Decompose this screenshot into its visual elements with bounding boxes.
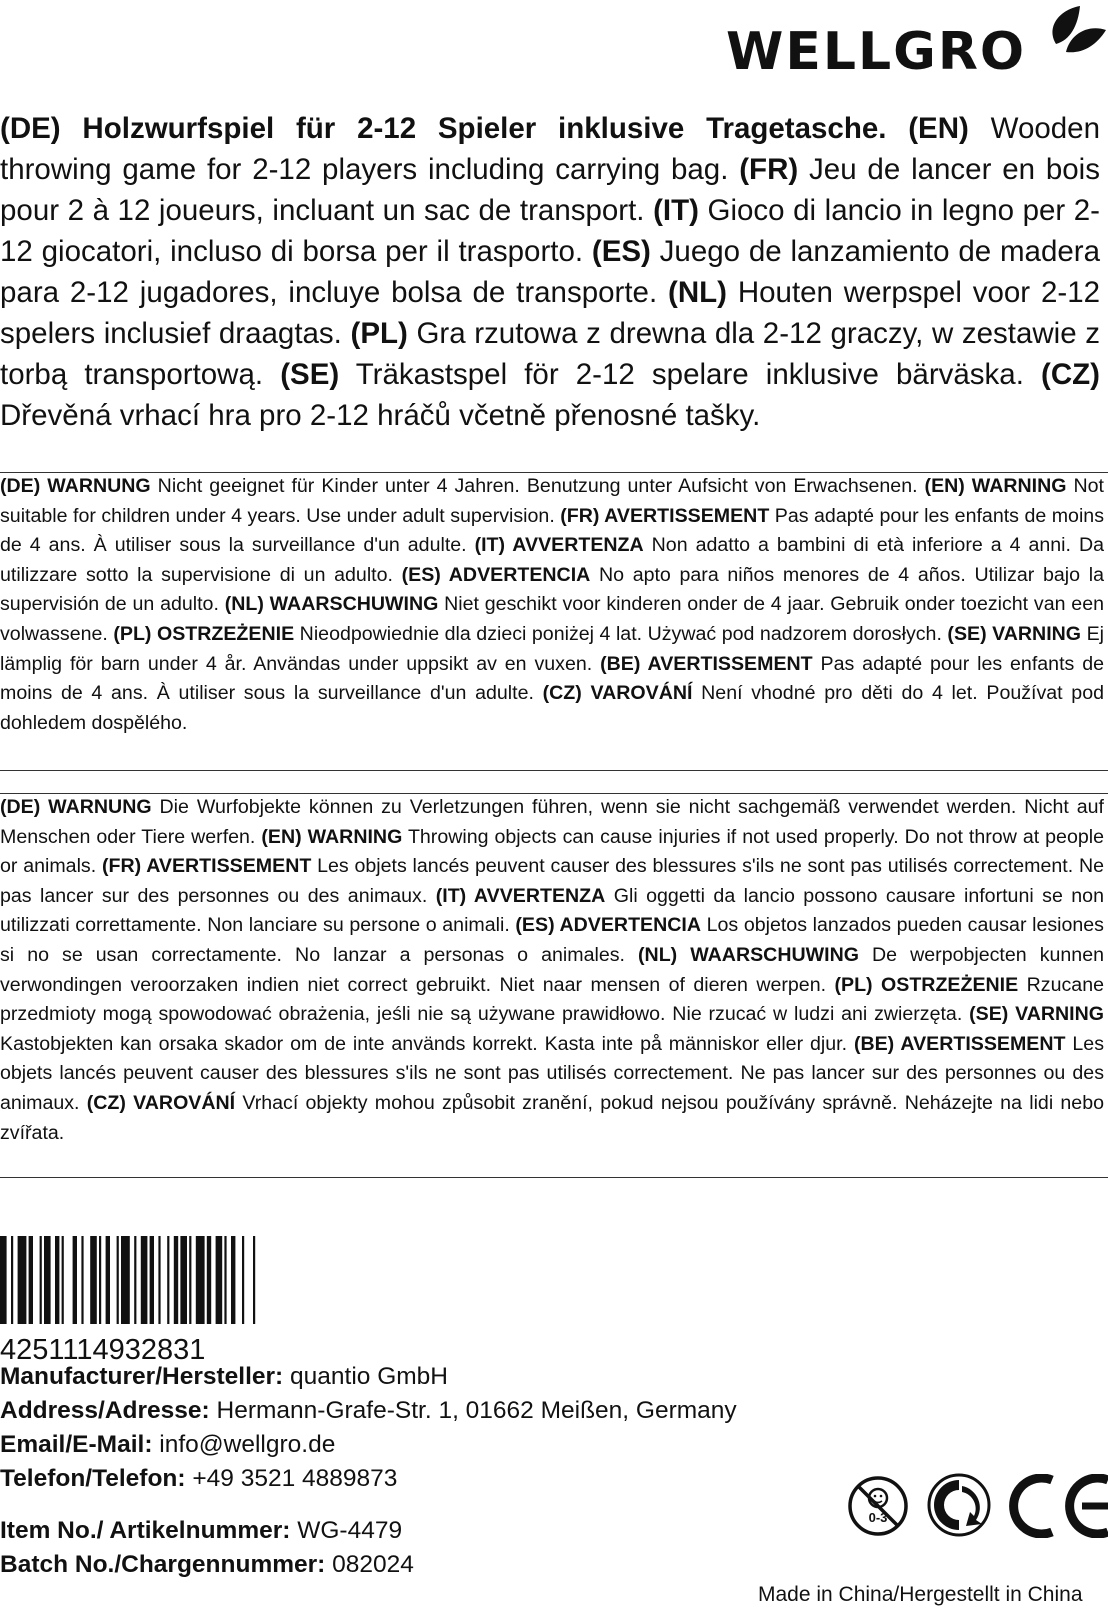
- language-text: Non adatto a bambini di età inferiore a 4 anni. Da utilizzare sotto la supervisione di un adulto.: [0, 534, 1104, 586]
- language-label: (DE): [0, 112, 61, 145]
- barcode: [0, 1236, 470, 1326]
- barcode-bar: [0, 1236, 7, 1324]
- language-text: Vrhací objekty mohou způsobit zranění, pokud nejsou používány správně. Neházejte na lidi nebo zvířata.: [0, 1091, 1104, 1144]
- language-label: (CZ): [1041, 358, 1100, 391]
- phone-line: [0, 1464, 397, 1494]
- language-label: (PL) OSTRZEŻENIE: [834, 973, 1019, 996]
- manufacturer-value: quantio GmbH: [290, 1363, 448, 1390]
- barcode-bar: [134, 1236, 136, 1324]
- language-label: (NL): [668, 276, 727, 309]
- barcode-bar: [121, 1236, 130, 1324]
- item-label: Item No./ Artikelnummer:: [0, 1517, 291, 1544]
- language-text: Wooden throwing game for 2-12 players including carrying bag.: [0, 112, 1100, 186]
- barcode-bar: [62, 1236, 64, 1324]
- email-line: [0, 1430, 335, 1460]
- phone-value: +49 3521 4889873: [192, 1465, 398, 1492]
- language-label: (EN) WARNING: [261, 825, 403, 848]
- language-text: No apto para niños menores de 4 años. Utilizar bajo la supervisión de un adulto.: [0, 563, 1104, 616]
- language-text: Pas adapté pour les enfants de moins de 4 ans. À utiliser sous la surveillance d'un adulte.: [0, 652, 1104, 705]
- language-label: (DE) WARNUNG: [0, 475, 151, 497]
- language-label: (NL) WAARSCHUWING: [224, 593, 439, 616]
- barcode-bar: [44, 1236, 51, 1324]
- barcode-bar: [167, 1236, 169, 1324]
- language-label: (EN): [908, 112, 969, 145]
- language-label: (FR): [739, 153, 799, 186]
- language-text: Dřevěná vrhací hra pro 2-12 hráčů včetně přenosné tašky.: [0, 399, 761, 432]
- barcode-bar: [90, 1236, 97, 1324]
- manufacturer-line: [0, 1362, 448, 1392]
- barcode-bar: [242, 1236, 244, 1324]
- language-text: Holzwurfspiel für 2-12 Spieler inklusive Tragetasche.: [60, 112, 909, 145]
- green-dot-icon: [926, 1472, 992, 1538]
- language-text: Träkastspel för 2-12 spelare inklusive bärväska.: [339, 358, 1042, 391]
- language-text: Pas adapté pour les enfants de moins de 4 ans. À utiliser sous la surveillance d'un adulte.: [0, 504, 1104, 557]
- manufacturer-label: Manufacturer/Hersteller:: [0, 1363, 284, 1390]
- barcode-bar: [117, 1236, 119, 1324]
- language-label: (FR) AVERTISSEMENT: [560, 504, 770, 527]
- language-label: (PL): [350, 317, 408, 350]
- barcode-bar: [180, 1236, 187, 1324]
- item-value: WG-4479: [297, 1517, 403, 1544]
- item-line: [0, 1516, 402, 1546]
- barcode-bar: [141, 1236, 148, 1324]
- batch-label: Batch No./Chargennummer:: [0, 1551, 326, 1578]
- address-value: Hermann-Grafe-Str. 1, 01662 Meißen, Germany: [216, 1397, 737, 1424]
- divider: [0, 1177, 1108, 1178]
- barcode-bar: [11, 1236, 13, 1324]
- language-label: (CZ) VAROVÁNÍ: [86, 1091, 236, 1114]
- barcode-bar: [81, 1236, 83, 1324]
- email-label: Email/E-Mail:: [0, 1431, 153, 1458]
- barcode-bar: [150, 1236, 154, 1324]
- ce-mark-icon: [1004, 1474, 1108, 1538]
- barcode-bar: [29, 1236, 33, 1324]
- barcode-bar: [174, 1236, 178, 1324]
- barcode-bar: [106, 1236, 110, 1324]
- language-text: Die Wurfobjekte können zu Verletzungen führen, wenn sie nicht sachgemäß verwendet werden. Nicht auf Menschen oder Tiere werfen.: [0, 796, 1104, 848]
- barcode-bar: [73, 1236, 77, 1324]
- language-label: (IT): [653, 194, 699, 227]
- language-text: Los objetos lanzados pueden causar lesiones si no se usan correctamente. No lanzar a personas o animales.: [0, 914, 1104, 966]
- language-text: Les objets lancés peuvent causer des blessures s'ils ne sont pas utilisés correctement. Ne pas lancer sur des personnes ou des animaux.: [0, 1032, 1104, 1114]
- language-label: (CZ) VAROVÁNÍ: [542, 682, 693, 705]
- language-text: Není vhodné pro děti do 4 let. Používat pod dohledem dospělého.: [0, 682, 1104, 734]
- barcode-bar: [189, 1236, 191, 1324]
- language-label: (BE) AVERTISSEMENT: [600, 652, 813, 675]
- product-description: [0, 108, 1100, 436]
- batch-value: 082024: [332, 1551, 414, 1578]
- age-warning-text: [0, 472, 1104, 738]
- barcode-bar: [158, 1236, 160, 1324]
- language-text: Gioco di lancio in legno per 2-12 giocatori, incluso di borsa per il trasporto.: [0, 194, 1101, 268]
- language-text: De werpobjecten kunnen verwondingen veroorzaken indien niet correct gebruikt. Niet naar mensen of dieren werpen.: [0, 943, 1104, 996]
- barcode-bar: [207, 1236, 211, 1324]
- language-label: (EN) WARNING: [924, 475, 1067, 497]
- barcode-bar: [55, 1236, 59, 1324]
- language-text: Jeu de lancer en bois pour 2 à 12 joueurs, incluant un sac de transport.: [0, 153, 1100, 227]
- language-text: Houten werpspel voor 2-12 spelers inclusief draagtas.: [0, 276, 1101, 350]
- language-text: Juego de lanzamiento de madera para 2-12 jugadores, incluye bolsa de transporte.: [0, 235, 1100, 309]
- barcode-bar: [231, 1236, 235, 1324]
- language-text: Not suitable for children under 4 years. Use under adult supervision.: [0, 475, 1104, 527]
- language-label: (IT) AVVERTENZA: [474, 534, 644, 557]
- brand-logo: WELLGRO: [726, 22, 1027, 82]
- language-label: (BE) AVERTISSEMENT: [853, 1032, 1066, 1055]
- divider: [0, 770, 1108, 771]
- language-text: Gli oggetti da lancio possono causare infortuni se non utilizzati correttamente. Non lanciare su persone o animali.: [0, 884, 1104, 937]
- language-label: (SE) VARNING: [969, 1003, 1104, 1026]
- throw-warning-text: [0, 793, 1104, 1148]
- language-text: Gra rzutowa z drewna dla 2-12 graczy, w zestawie z torbą transportową.: [0, 317, 1100, 391]
- language-text: Nicht geeignet für Kinder unter 4 Jahren. Benutzung unter Aufsicht von Erwachsenen.: [150, 475, 925, 497]
- age-label: 0-3: [868, 1510, 888, 1525]
- language-text: Les objets lancés peuvent causer des blessures s'ils ne sont pas utilisés correctement. Ne pas lancer sur des personnes ou des animaux.: [0, 855, 1104, 907]
- barcode-bar: [253, 1236, 255, 1324]
- language-label: (DE) WARNUNG: [0, 796, 152, 818]
- language-text: Niet geschikt voor kinderen onder de 4 jaar. Gebruik onder toezicht van een volwassene.: [0, 593, 1104, 645]
- address-line: [0, 1396, 737, 1426]
- age-warning-icon: [846, 1474, 910, 1538]
- language-label: (ES): [591, 235, 651, 268]
- barcode-bar: [99, 1236, 101, 1324]
- language-label: (NL) WAARSCHUWING: [638, 943, 859, 966]
- language-label: (SE) VARNING: [947, 622, 1082, 645]
- phone-label: Telefon/Telefon:: [0, 1465, 186, 1492]
- language-text: Nieodpowiednie dla dzieci poniżej 4 lat. Używać pod nadzorem dorosłych.: [294, 622, 948, 645]
- language-label: (IT) AVVERTENZA: [435, 884, 606, 907]
- language-label: (ES) ADVERTENCIA: [401, 563, 591, 586]
- email-value: info@wellgro.de: [159, 1431, 336, 1458]
- made-in-text: Made in China/Hergestellt in China: [758, 1583, 1083, 1606]
- barcode-bar: [40, 1236, 42, 1324]
- language-text: Throwing objects can cause injuries if not used properly. Do not throw at people or animals.: [0, 825, 1104, 878]
- language-text: Ej lämplig för barn under 4 år. Användas under uppsikt av en vuxen.: [0, 622, 1104, 675]
- language-label: (FR) AVERTISSEMENT: [101, 855, 312, 878]
- barcode-bar: [196, 1236, 205, 1324]
- language-label: (ES) ADVERTENCIA: [515, 914, 701, 937]
- address-label: Address/Adresse:: [0, 1397, 210, 1424]
- batch-line: [0, 1550, 414, 1580]
- barcode-bar: [216, 1236, 223, 1324]
- language-label: (SE): [280, 358, 340, 391]
- language-text: Rzucane przedmioty mogą spowodować obrażenia, jeśli nie są używane prawidłowo. Nie rzucać w ludzi ani zwierzęta.: [0, 973, 1104, 1026]
- language-label: (PL) OSTRZEŻENIE: [113, 622, 295, 645]
- ean-number: 4251114932831: [0, 1334, 206, 1366]
- leaf-logo-icon: [1036, 0, 1108, 60]
- barcode-bar: [18, 1236, 27, 1324]
- language-text: Kastobjekten kan orsaka skador om de inte används korrekt. Kasta inte på människor eller djur.: [0, 1032, 854, 1055]
- barcode-bar: [224, 1236, 226, 1324]
